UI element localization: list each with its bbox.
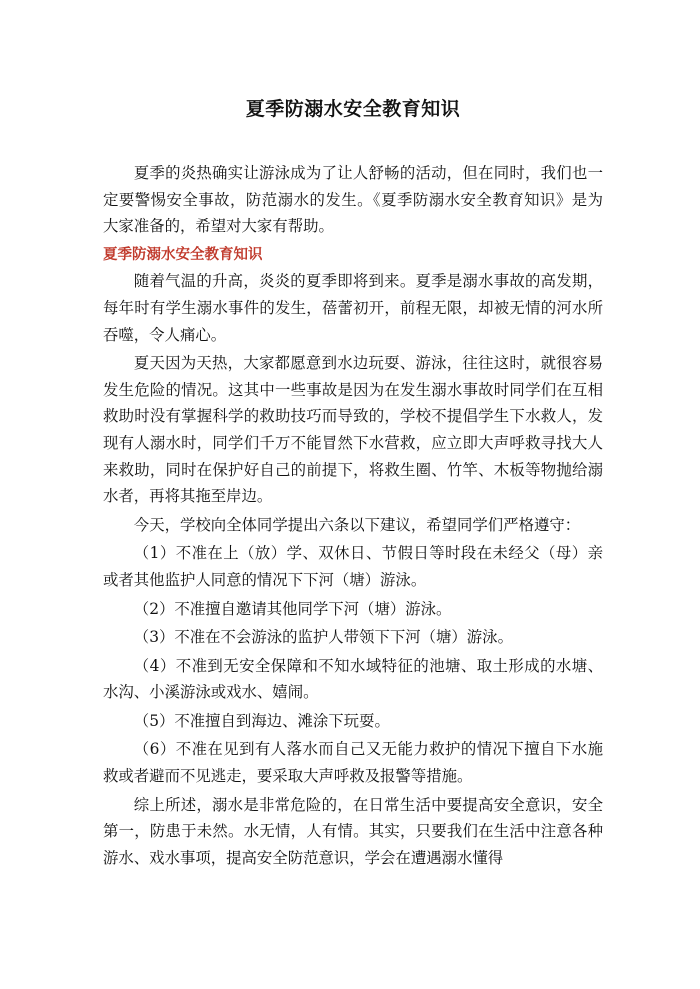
body-paragraph: 夏天因为天热，大家都愿意到水边玩耍、游泳，往往这时，就很容易发生危险的情况。这其中一些事故是因为在发生溺水事故时同学们在互相救助时没有掌握科学的救助技巧而导致的，学校不提倡学生下水救人，发现有人溺水时，同学们千万不能冒然下水营救，应立即大声呼救寻找大人来救助，同时在保护好自己的前提下，将救生圈、竹竿、木板等物抛给溺水者，再将其拖至岸边。	[103, 354, 603, 506]
rule-item: （4）不准到无安全保障和不知水域特征的池塘、取土形成的水塘、水沟、小溪游泳或戏水、嬉闹。	[103, 656, 603, 702]
rule-item: （3）不准在不会游泳的监护人带领下下河（塘）游泳。	[133, 628, 513, 647]
section-heading: 夏季防溺水安全教育知识	[103, 246, 263, 263]
conclusion-paragraph: 综上所述，溺水是非常危险的，在日常生活中要提高安全意识，安全第一，防患于未然。水无情，人有情。其实，只要我们在生活中注意各种游水、戏水事项，提高安全防范意识，学会在遭遇溺水懂得	[103, 795, 603, 867]
intro-paragraph: 夏季的炎热确实让游泳成为了让人舒畅的活动，但在同时，我们也一定要警惕安全事故，防范溺水的发生。《夏季防溺水安全教育知识》是为大家准备的，希望对大家有帮助。	[103, 164, 603, 236]
rule-item: （6）不准在见到有人落水而自己又无能力救护的情况下擅自下水施救或者避而不见逃走，要采取大声呼救及报警等措施。	[103, 740, 603, 786]
body-paragraph: 今天，学校向全体同学提出六条以下建议，希望同学们严格遵守：	[133, 515, 581, 534]
rule-item: （1）不准在上（放）学、双休日、节假日等时段在未经父（母）亲或者其他监护人同意的情况下下河（塘）游泳。	[103, 544, 603, 589]
body-paragraph: 随着气温的升高，炎炎的夏季即将到来。夏季是溺水事故的高发期，每年时有学生溺水事件的发生，蓓蕾初开，前程无限，却被无情的河水所吞噬，令人痛心。	[103, 272, 603, 344]
rule-item: （5）不准擅自到海边、滩涂下玩耍。	[133, 711, 390, 730]
rule-item: （2）不准擅自邀请其他同学下河（塘）游泳。	[133, 599, 452, 618]
document-page	[103, 96, 603, 871]
document-title: 夏季防溺水安全教育知识	[245, 98, 461, 120]
